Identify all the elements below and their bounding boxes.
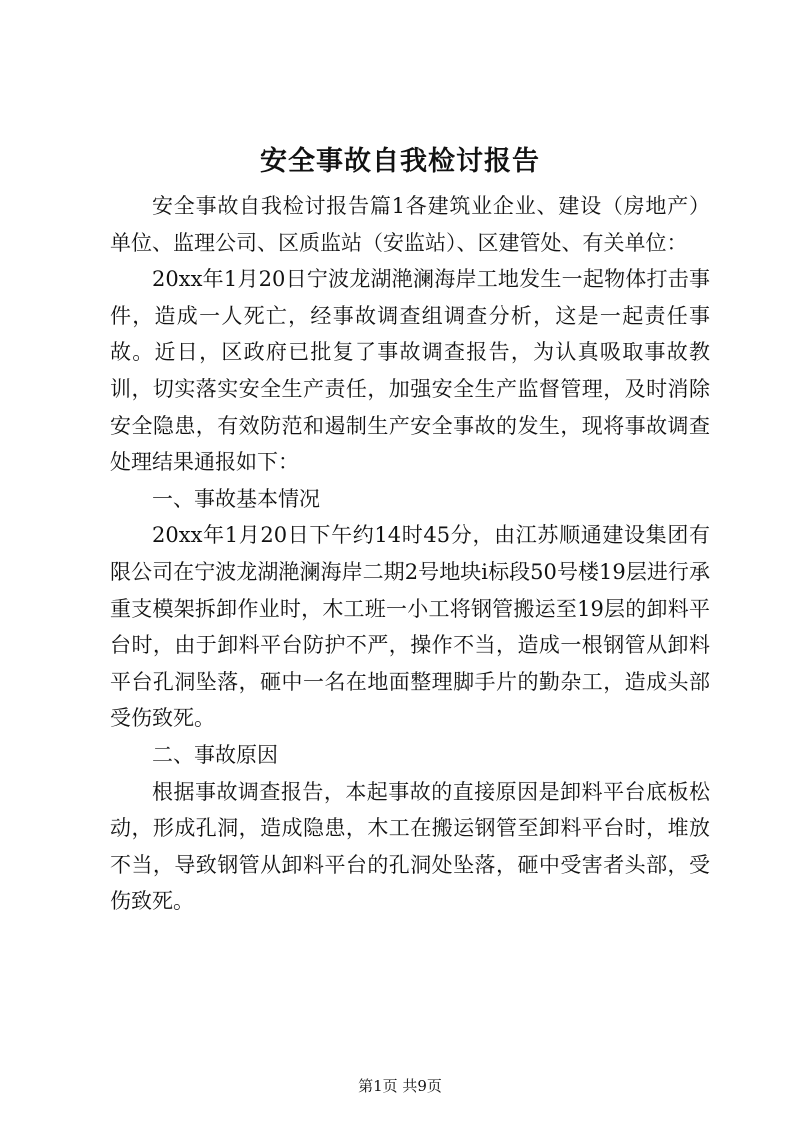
- paragraph-incident-summary: 20xx年1月20日宁波龙湖滟澜海岸工地发生一起物体打击事件，造成一人死亡，经事故调查组调查分析，这是一起责任事故。近日，区政府已批复了事故调查报告，为认真吸取事故教训，切实落实安全生产责任，加强安全生产监督管理，及时消除安全隐患，有效防范和遏制生产安全事故的发生，现将事故调查处理结果通报如下：: [110, 267, 710, 475]
- page-footer: 第1页 共9页: [358, 1077, 442, 1095]
- paragraph-cause: 根据事故调查报告，本起事故的直接原因是卸料平台底板松动，形成孔洞，造成隐患，木工在搬运钢管至卸料平台时，堆放不当，导致钢管从卸料平台的孔洞处坠落，砸中受害者头部，受伤致死。: [110, 779, 710, 914]
- section-heading-basic-situation: 一、事故基本情况: [152, 486, 320, 511]
- paragraph-intro: 安全事故自我检讨报告篇1各建筑业企业、建设（房地产）单位、监理公司、区质监站（安监站）、区建管处、有关单位：: [110, 194, 710, 255]
- document-title: 安全事故自我检讨报告: [260, 146, 540, 177]
- section-heading-cause: 二、事故原因: [152, 742, 278, 767]
- paragraph-basic-situation: 20xx年1月20日下午约14时45分，由江苏顺通建设集团有限公司在宁波龙湖滟澜海岸二期2号地块i标段50号楼19层进行承重支模架拆卸作业时，木工班一小工将钢管搬运至19层的卸料平台时，由于卸料平台防护不严，操作不当，造成一根钢管从卸料平台孔洞坠落，砸中一名在地面整理脚手片的勤杂工，造成头部受伤致死。: [110, 523, 710, 731]
- document-body: [110, 188, 710, 920]
